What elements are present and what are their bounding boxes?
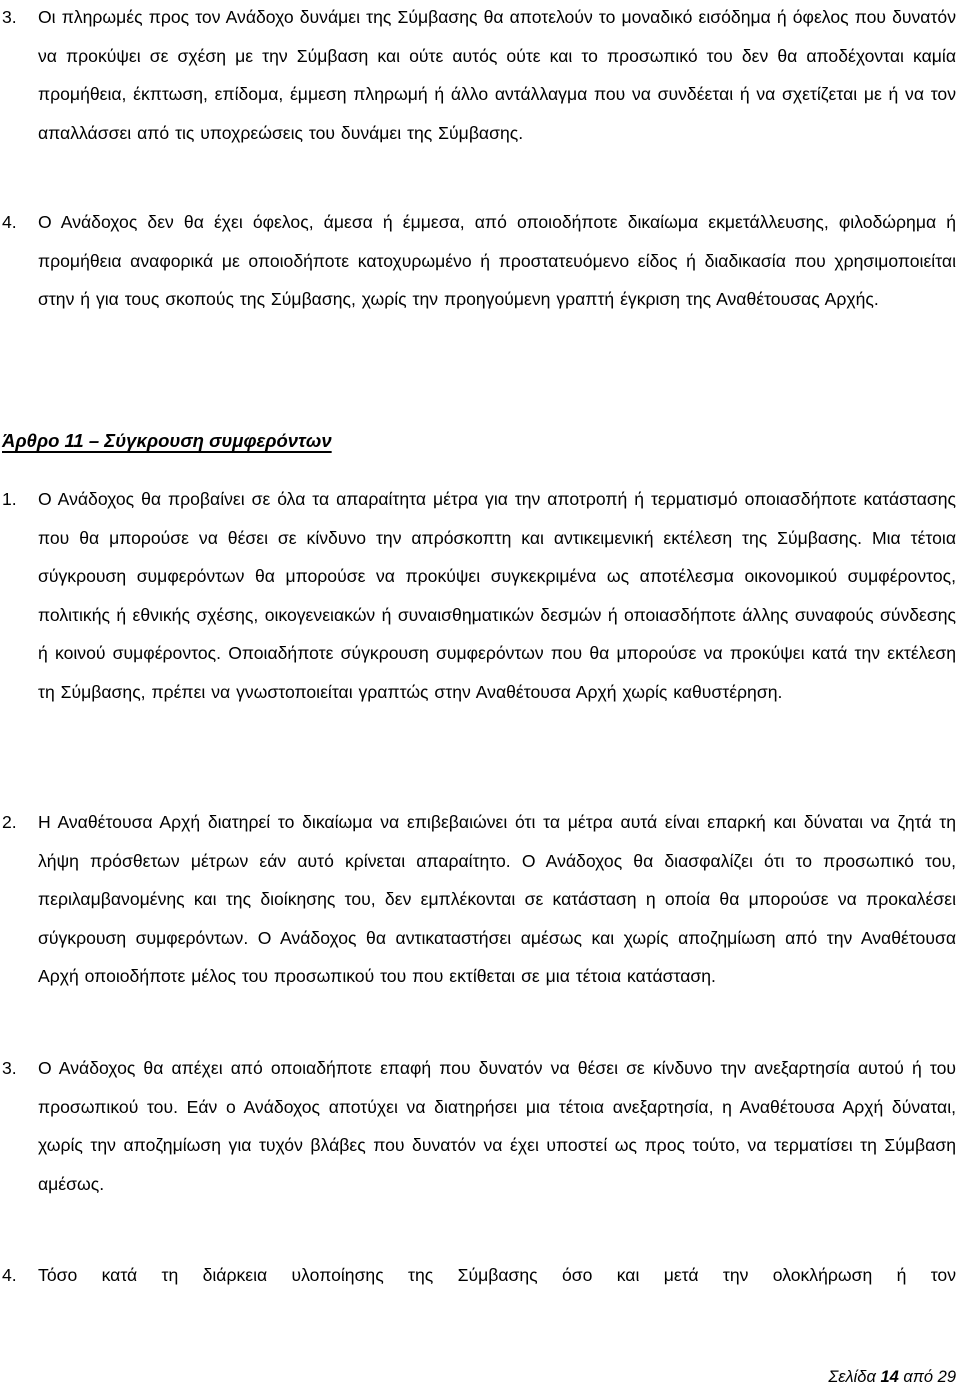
page-footer <box>828 1366 956 1388</box>
article-heading: Άρθρο 11 – Σύγκρουση συμφερόντων <box>2 430 332 451</box>
paragraph-number: 3. <box>2 7 17 27</box>
footer-page-label: Σελίδα <box>828 1368 876 1386</box>
paragraph-text: Οι πληρωμές προς τον Ανάδοχο δυνάμει της Σύμβασης θα αποτελούν το μοναδικό εισόδημα ή όφελος που δυνατόν να προκύψει σε σχέση με την Σύμβαση και ούτε αυτός ούτε και το προσωπικό του δεν θα αποδέχονται καμία προμήθεια, έκπτωση, επίδομα, έμμεση πληρωμή ή άλλο αντάλλαγμα που να συνδέεται ή να σχετίζεται με ή να τον απαλλάσσει από τις υποχρεώσεις του δυνάμει της Σύμβασης. <box>38 7 956 143</box>
paragraph-text: Η Αναθέτουσα Αρχή διατηρεί το δικαίωμα να επιβεβαιώνει ότι τα μέτρα αυτά είναι επαρκή και δύναται να ζητά τη λήψη πρόσθετων μέτρων εάν αυτό κρίνεται απαραίτητο. Ο Ανάδοχος θα διασφαλίζει ότι το προσωπικό του, περιλαμβανομένης και της διοίκησης του, δεν εμπλέκονται σε κατάσταση η οποία θα μπορούσε να προκαλέσει σύγκρουση συμφερόντων. Ο Ανάδοχος θα αντικαταστήσει αμέσως και χωρίς αποζημίωση από την Αναθέτουσα Αρχή οποιοδήποτε μέλος του προσωπικού του που εκτίθεται σε μια τέτοια κατάσταση. <box>38 812 956 986</box>
footer-page-number: 14 <box>880 1368 899 1386</box>
paragraph-text: Ο Ανάδοχος θα προβαίνει σε όλα τα απαραίτητα μέτρα για την αποτροπή ή τερματισμό οποιασδήποτε κατάστασης που θα μπορούσε να θέσει σε κίνδυνο την απρόσκοπτη και αντικειμενική εκτέλεση της Σύμβασης. Μια τέτοια σύγκρουση συμφερόντων θα μπορούσε να προκύψει συγκεκριμένα ως αποτέλεσμα οικονομικού συμφέροντος, πολιτικής ή εθνικής σχέσης, οικογενειακών ή συναισθηματικών δεσμών ή οποιασδήποτε άλλης συναφούς σύνδεσης ή κοινού συμφέροντος. Οποιαδήποτε σύγκρουση συμφερόντων που θα μπορούσε να προκύψει κατά την εκτέλεση τη Σύμβασης, πρέπει να γνωστοποιείται γραπτώς στην Αναθέτουσα Αρχή χωρίς καθυστέρηση. <box>38 489 956 702</box>
footer-total-pages: 29 <box>937 1368 956 1386</box>
paragraph-number: 4. <box>2 212 17 232</box>
paragraph-text: Ο Ανάδοχος θα απέχει από οποιαδήποτε επαφή που δυνατόν να θέσει σε κίνδυνο την ανεξαρτησία αυτού ή του προσωπικού του. Εάν ο Ανάδοχος αποτύχει να διατηρήσει μια τέτοια ανεξαρτησία, η Αναθέτουσα Αρχή δύναται, χωρίς την αποζημίωση για τυχόν βλάβες που δυνατόν να έχει υποστεί ως προς τούτο, να τερματίσει τη Σύμβαση αμέσως. <box>38 1058 956 1194</box>
paragraph-text: Ο Ανάδοχος δεν θα έχει όφελος, άμεσα ή έμμεσα, από οποιοδήποτε δικαίωμα εκμετάλλευσης, φιλοδώρημα ή προμήθεια αναφορικά με οποιοδήποτε κατοχυρωμένο ή προστατευόμενο είδος ή διαδικασία που χρησιμοποιείται στην ή για τους σκοπούς της Σύμβασης, χωρίς την προηγούμενη γραπτή έγκριση της Αναθέτουσας Αρχής. <box>38 212 956 309</box>
paragraph-number: 4. <box>2 1265 17 1285</box>
footer-of-label: από <box>903 1368 934 1386</box>
paragraph-number: 1. <box>2 489 17 509</box>
paragraph-number: 3. <box>2 1058 17 1078</box>
paragraph-text: Τόσο κατά τη διάρκεια υλοποίησης της Σύμβασης όσο και μετά την ολοκλήρωση ή τον <box>38 1265 956 1285</box>
paragraph-number: 2. <box>2 812 17 832</box>
